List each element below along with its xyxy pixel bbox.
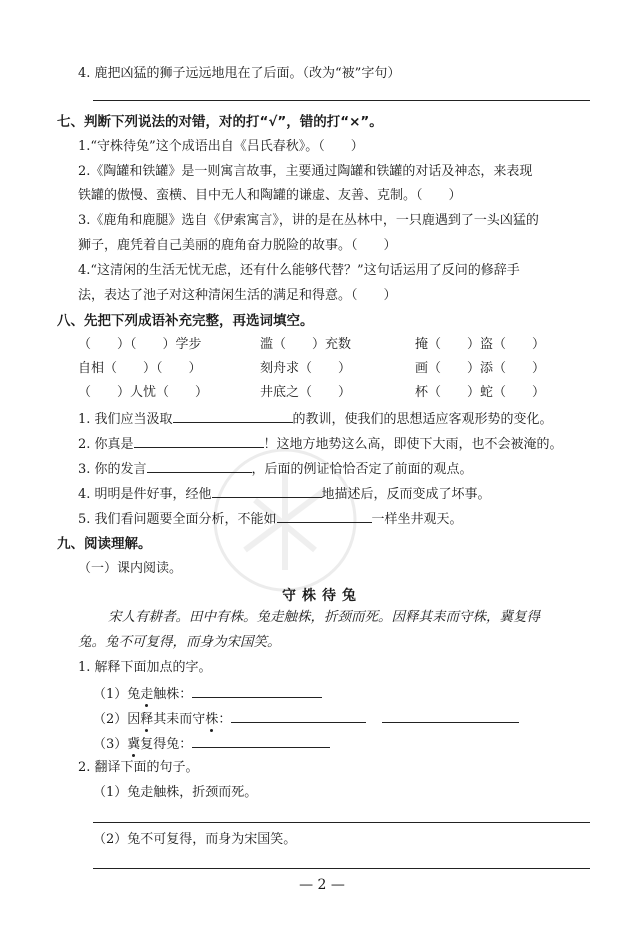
fill-blank[interactable] — [134, 435, 264, 448]
idiom-blank[interactable]: 滥（ ）充数 — [260, 337, 352, 352]
idiom-blank[interactable]: 杯（ ）蛇（ ） — [415, 385, 546, 400]
section-7-heading: 七、判断下列说法的对错，对的打“√”，错的打“×”。 — [57, 114, 383, 130]
fill-text: 的教训，使我们的思想适应客观形势的变化。 — [292, 412, 553, 427]
fill-text: 3. 你的发言 — [78, 462, 147, 477]
fill-blank[interactable] — [173, 410, 293, 423]
translate-item-2: （2）兔不可复得，而身为宋国笑。 — [93, 832, 297, 847]
fill-text: 地描述后，反而变成了坏事。 — [321, 487, 491, 502]
s7-question-3-line1: 3.《鹿角和鹿腿》选自《伊索寓言》，讲的是在丛林中，一只鹿遇到了一头凶猛的 — [78, 213, 539, 228]
answer-line[interactable] — [93, 100, 590, 101]
s7-question-2-line2: 铁罐的傲慢、蛮横、目中无人和陶罐的谦虚、友善、克制。（ ） — [78, 188, 462, 203]
explain-item-3 — [93, 735, 330, 753]
page-number: — 2 — — [299, 877, 345, 893]
idiom-blank[interactable]: （ ）人忧（ ） — [78, 385, 209, 400]
item-text: ： — [218, 712, 232, 727]
explain-item-2 — [93, 710, 519, 728]
fill-sentence-1 — [78, 410, 553, 428]
idiom-blank[interactable]: 井底之（ ） — [260, 385, 352, 400]
answer-line[interactable] — [93, 868, 590, 869]
section-8-heading: 八、先把下列成语补充完整，再选词填空。 — [57, 313, 314, 329]
fill-text: 4. 明明是件好事，经他 — [78, 487, 212, 502]
answer-line[interactable] — [93, 822, 590, 823]
reading-question-2: 2. 翻译下面的句子。 — [78, 760, 199, 775]
passage-line-1: 宋人有耕者。田中有株。兔走触株，折颈而死。因释其耒而守株，冀复得 — [108, 609, 540, 625]
fill-blank[interactable] — [277, 510, 372, 523]
item-text: （3） — [93, 737, 128, 752]
item-text: 复得兔： — [140, 737, 193, 752]
fill-text: ！这地方地势这么高，即使下大雨，也不会被淹的。 — [263, 437, 563, 452]
fill-text: 1. 我们应当汲取 — [78, 412, 173, 427]
fill-sentence-4 — [78, 485, 491, 503]
fill-text: ，后面的例证恰恰否定了前面的观点。 — [251, 462, 473, 477]
s7-question-1: 1.“守株待兔”这个成语出自《吕氏春秋》。（ ） — [78, 139, 364, 154]
idiom-blank[interactable]: 自相（ ）（ ） — [78, 361, 202, 376]
dotted-char: 株 — [205, 712, 219, 727]
sub-heading-in-class: （一）课内阅读。 — [78, 561, 183, 576]
s6-question-4: 4. 鹿把凶猛的狮子远远地甩在了后面。（改为“被”字句） — [78, 66, 401, 81]
item-text: 触株： — [153, 687, 193, 702]
fill-sentence-5 — [78, 510, 463, 528]
dotted-char: 冀 — [127, 737, 141, 752]
fill-text: 5. 我们看问题要全面分析，不能如 — [78, 512, 277, 527]
answer-blank[interactable] — [231, 710, 366, 723]
fill-text: 一样坐井观天。 — [371, 512, 463, 527]
fill-blank[interactable] — [212, 485, 322, 498]
answer-blank[interactable] — [382, 710, 519, 723]
item-text: （2）因 — [93, 712, 141, 727]
dotted-char: 释 — [140, 712, 154, 727]
item-text: 其耒而守 — [153, 712, 206, 727]
fill-text: 2. 你真是 — [78, 437, 134, 452]
answer-blank[interactable] — [192, 735, 330, 748]
idiom-blank[interactable]: 画（ ）添（ ） — [415, 361, 546, 376]
s7-question-2-line1: 2.《陶罐和铁罐》是一则寓言故事，主要通过陶罐和铁罐的对话及神态，来表现 — [78, 164, 533, 179]
idiom-blank[interactable]: （ ）（ ）学步 — [78, 337, 202, 352]
fill-blank[interactable] — [147, 460, 252, 473]
idiom-blank[interactable]: 刻舟求（ ） — [260, 361, 352, 376]
fill-sentence-2 — [78, 435, 563, 453]
s7-question-4-line1: 4.“这清闲的生活无忧无虑，还有什么能够代替？”这句话运用了反问的修辞手 — [78, 263, 520, 278]
passage-title: 守株待兔 — [282, 588, 362, 604]
passage-line-2: 兔。兔不可复得，而身为宋国笑。 — [78, 634, 281, 650]
dotted-char: 走 — [140, 687, 154, 702]
explain-item-1 — [93, 685, 322, 703]
answer-blank[interactable] — [192, 685, 322, 698]
translate-item-1: （1）兔走触株，折颈而死。 — [93, 785, 258, 800]
reading-question-1: 1. 解释下面加点的字。 — [78, 660, 212, 675]
fill-sentence-3 — [78, 460, 473, 478]
section-9-heading: 九、阅读理解。 — [57, 536, 152, 552]
item-text: （1）兔 — [93, 687, 141, 702]
idiom-blank[interactable]: 掩（ ）盗（ ） — [415, 337, 546, 352]
s7-question-3-line2: 狮子，鹿凭着自己美丽的鹿角奋力脱险的故事。（ ） — [78, 238, 397, 253]
s7-question-4-line2: 法，表达了池子对这种清闲生活的满足和得意。（ ） — [78, 288, 397, 303]
